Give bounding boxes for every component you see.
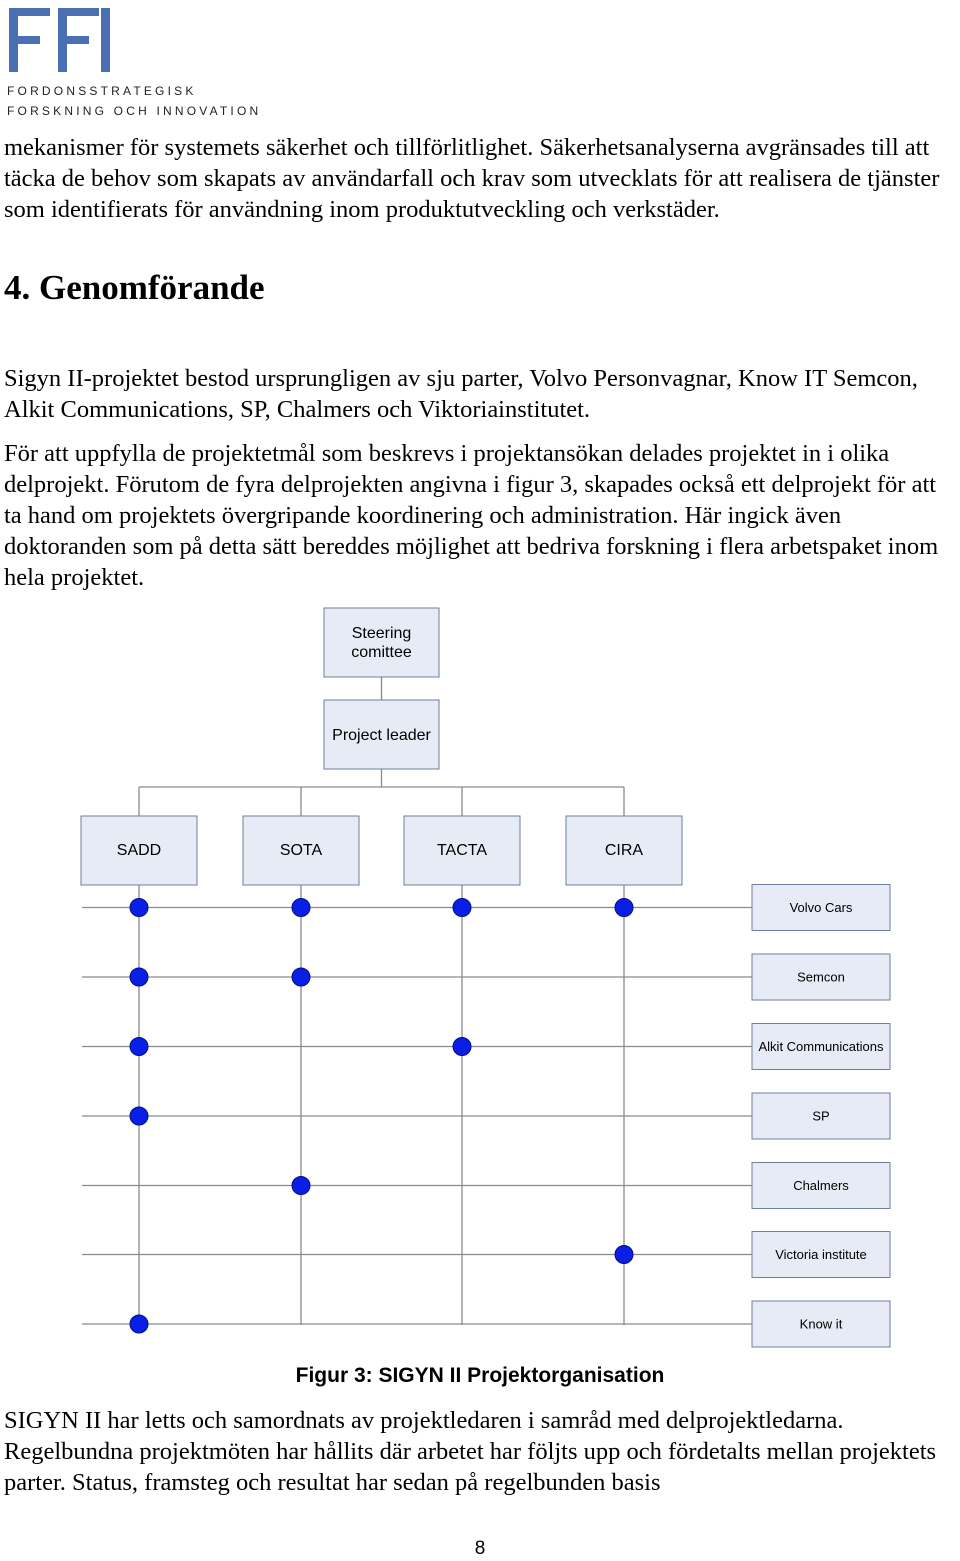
partner-label: Chalmers: [793, 1178, 849, 1193]
participation-dot: [615, 899, 633, 917]
ffi-logo-mark: [6, 2, 116, 74]
subproject-label-cira: CIRA: [604, 842, 644, 859]
participation-dot: [130, 1038, 148, 1056]
org-chart: [0, 600, 960, 1360]
partner-label: Volvo Cars: [789, 900, 853, 915]
logo-line-2: FORSKNING OCH INNOVATION: [7, 104, 262, 118]
subproject-label-sadd: SADD: [116, 842, 162, 859]
parties-paragraph: Sigyn II-projektet bestod ursprungligen av sju parter, Volvo Personvagnar, Know IT Semcon, Alkit Communications, SP, Chalmers och Viktoriainstitutet.: [4, 365, 918, 423]
steering-committee-box: [324, 608, 439, 677]
steering-label-line1: Steering: [351, 625, 412, 642]
section-heading: 4. Genomförande: [4, 268, 265, 307]
intro-paragraph: mekanismer för systemets säkerhet och tillförlitlighet. Säkerhetsanalyserna avgränsades till att täcka de behov som skapats av användarfall och krav som utvecklats för att realisera de tjänster som identifierats för användning inom produktutveckling och verkstäder.: [4, 134, 940, 223]
project-leader-label: Project leader: [332, 727, 431, 744]
participation-dot: [130, 1315, 148, 1333]
subproject-label-sota: SOTA: [279, 842, 323, 859]
participation-dot: [453, 1038, 471, 1056]
participation-dot: [615, 1246, 633, 1264]
participation-dot: [292, 968, 310, 986]
subproject-label-tacta: TACTA: [436, 842, 488, 859]
partner-label: Semcon: [797, 969, 845, 985]
page-number: 8: [474, 1538, 486, 1559]
participation-dot: [130, 968, 148, 986]
figure-caption: Figur 3: SIGYN II Projektorganisation: [295, 1364, 665, 1387]
logo-line-1: FORDONSSTRATEGISK: [7, 84, 197, 98]
participation-dot: [292, 899, 310, 917]
steering-label-line2: comittee: [351, 644, 412, 661]
partner-label: Know it: [799, 1316, 843, 1332]
participation-dot: [130, 1107, 148, 1125]
partner-label: Victoria institute: [775, 1247, 867, 1262]
closing-paragraph: SIGYN II har letts och samordnats av projektledaren i samråd med delprojektledarna. Regelbundna projektmöten har hållits där arbetet har följts upp och fördetalts mellan projektets parter. Status, framsteg och resultat har sedan på regelbunden basis: [4, 1407, 937, 1496]
participation-dot: [130, 899, 148, 917]
org-chart-lines: [82, 677, 752, 1325]
participation-dot: [292, 1177, 310, 1195]
partner-label: Alkit Communications: [758, 1039, 884, 1054]
participation-dot: [453, 899, 471, 917]
partner-label: SP: [812, 1108, 830, 1124]
subprojects-paragraph: För att uppfylla de projektetmål som beskrevs i projektansökan delades projektet in i olika delprojekt. Förutom de fyra delprojekten angivna i figur 3, skapades också ett delprojekt för att ta hand om projektets övergripande koordinering och administration. Här ingick även doktoranden som på detta sätt bereddes möjlighet att bedriva forskning i flera arbetspaket inom hela projektet.: [4, 440, 939, 591]
